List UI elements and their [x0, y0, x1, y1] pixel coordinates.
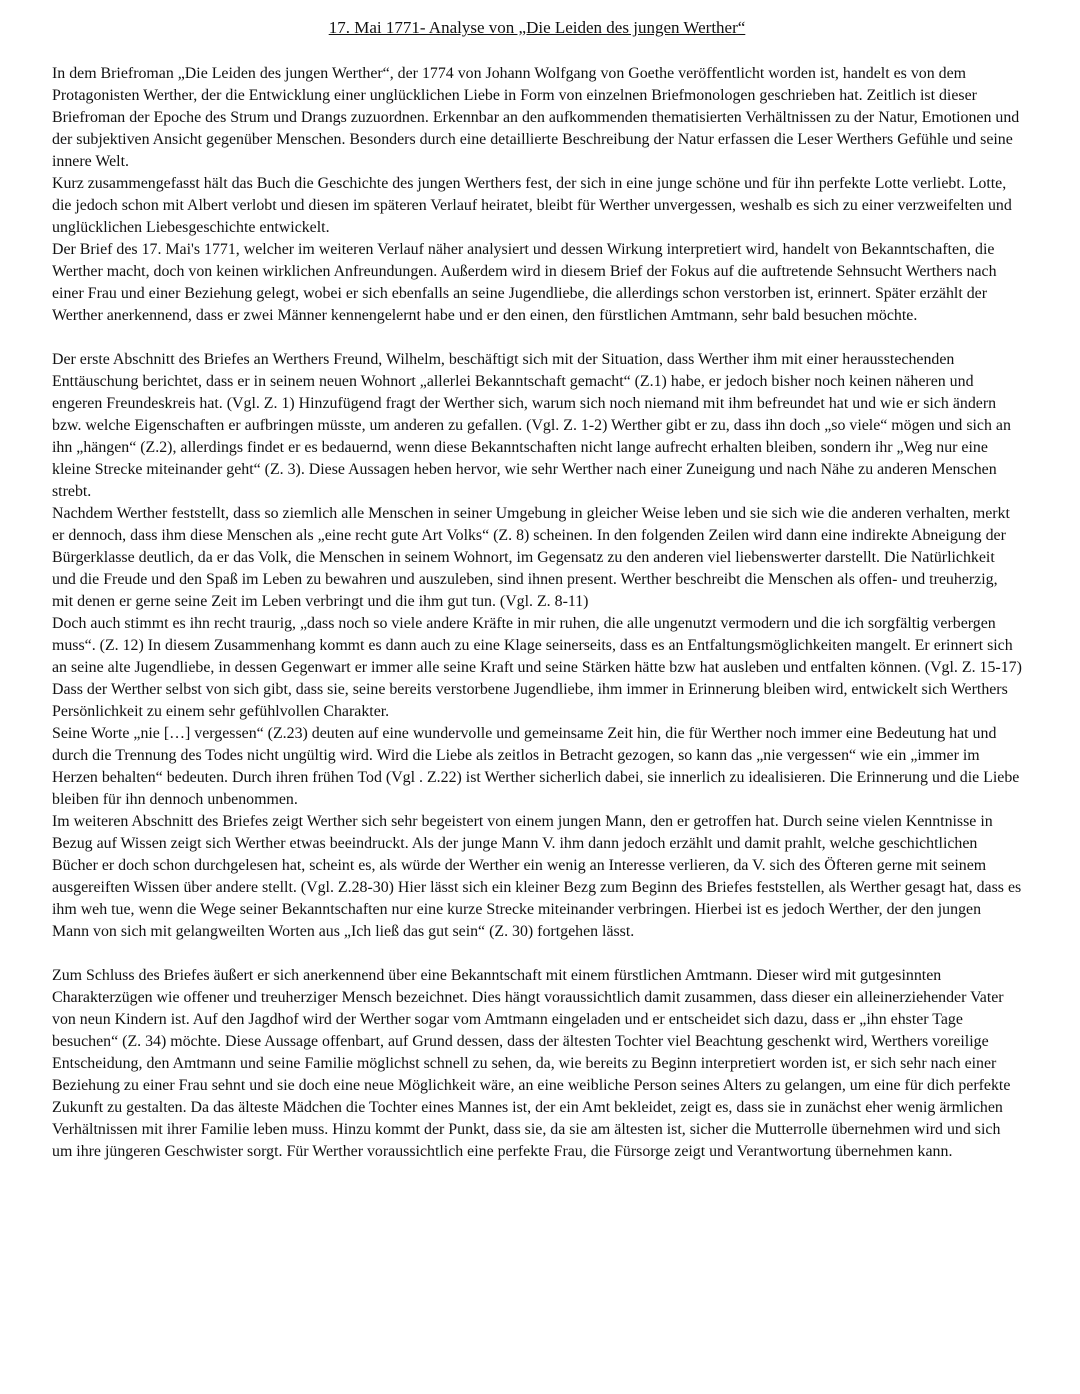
paragraph-people: Nachdem Werther feststellt, dass so ziemlich alle Menschen in seiner Umgebung in gleicher Weise leben und sie sich wie die anderen verhalten, merkt er dennoch, dass ihm diese Menschen als „eine recht gute Art Volks“ (Z. 8) scheinen. In den folgenden Zeilen wird dann eine indirekte Abneigung der Bürgerklasse deutlich, da er das Volk, die Menschen in seinem Wohnort, im Gegensatz zu den anderen viel liebenswerter darstellt. Die Natürlichkeit und die Freude und den Spaß im Leben zu bewahren und auszuleben, sind ihnen present. Werther beschreibt die Menschen als offen- und treuherzig, mit denen er gerne seine Zeit im Leben verbringt und die ihm gut tun. (Vgl. Z. 8-11) [52, 505, 1010, 610]
paragraph-youth-love: Doch auch stimmt es ihn recht traurig, „dass noch so viele andere Kräfte in mir ruhen, die alle ungenutzt vermodern und die ich sorgfältig verbergen muss“. (Z. 12) In diesem Zusammenhang kommt es dann auch zu eine Klage seinerseits, dass es an Entfaltungsmöglichkeiten mangelt. Er erinnert sich an seine alte Jugendliebe, in dessen Gegenwart er immer alle seine Kraft und seine Stärken hätte bzw hat ausleben und entfalten können. (Vgl. Z. 15-17) Dass der Werther selbst von sich gibt, dass sie, seine bereits verstorbene Jugendliebe, ihm immer in Erinnerung bleiben wird, entwickelt sich Werthers Persönlichkeit zu einem sehr gefühlvollen Charakter. [52, 615, 1022, 720]
paragraph-gap [52, 943, 1022, 965]
paragraph-conclusion: Zum Schluss des Briefes äußert er sich anerkennend über eine Bekanntschaft mit einem fürstlichen Amtmann. Dieser wird mit gutgesinnten Charakterzügen wie offener und treuherziger Mensch bezeichnet. Dies hängt voraussichtlich damit zusammen, dass dieser ein alleinerziehender Vater von neun Kindern ist. Auf den Jagdhof wird der Werther sogar vom Amtmann eingeladen und er entscheidet sich dazu, dass er „ihn ehster Tage besuchen“ (Z. 34) möchte. Diese Aussage offenbart, auf Grund dessen, dass der ältesten Tochter viel Beachtung geschenkt wird, Werthers voreilige Entscheidung, den Amtmann und seine Familie möglichst schnell zu sehen, da, wie bereits zu Beginn interpretiert worden ist, er sich sehr nach einer Beziehung zu einer Frau sehnt und sie doch eine neue Möglichkeit wäre, an eine weibliche Person seines Alters zu gelangen, um eine für dich perfekte Zukunft zu gestalten. Da das älteste Mädchen die Tochter eines Mannes ist, der ein Amt bekleidet, zeigt es, dass sie in zunächst eher wenig ärmlichen Verhältnissen mit ihrer Familie leben muss. Hinzu kommt der Punkt, dass sie, da sie am ältesten ist, sicher die Mutterrolle übernehmen wird und sich um ihre jüngeren Geschwister sorgt. Für Werther voraussichtlich eine perfekte Frau, die Fürsorge zeigt und Verantwortung übernehmen kann. [52, 967, 1011, 1160]
paragraph-gap [52, 327, 1022, 349]
paragraph-young-man: Im weiteren Abschnitt des Briefes zeigt Werther sich sehr begeistert von einem jungen Mann, den er getroffen hat. Durch seine vielen Kenntnisse in Bezug auf Wissen zeigt sich Werther etwas beeindruckt. Als der junge Mann V. ihm dann jedoch erzählt und damit prahlt, welche geschichtlichen Bücher er doch schon durchgelesen hat, scheint es, als würde der Werther ein wenig an Interesse verlieren, da V. sich des Öfteren gerne mit seinem ausgereiften Wissen über andere stellt. (Vgl. Z.28-30) Hier lässt sich ein kleiner Bezg zum Beginn des Briefes feststellen, als Werther gesagt hat, dass es ihm weh tue, wenn die Wege seiner Bekanntschaften nur eine kurze Strecke miteinander verbringen. Hierbei ist es jedoch Werther, der den jungen Mann von sich mit gelangweilten Worten aus „Ich ließ das gut sein“ (Z. 30) fortgehen lässt. [52, 813, 1022, 940]
paragraph-intro: In dem Briefroman „Die Leiden des jungen Werther“, der 1774 von Johann Wolfgang von Goethe veröffentlicht worden ist, handelt es von dem Protagonisten Werther, der die Entwicklung einer unglücklichen Liebe in Form von einzelnen Briefmonologen geschrieben hat. Zeitlich ist dieser Briefroman der Epoche des Strum und Drangs zuzuordnen. Erkennbar an den aufkommenden thematisierten Verhältnissen zu der Natur, Emotionen und der subjektiven Ansicht gegenüber Menschen. Besonders durch eine detaillierte Beschreibung der Natur erfassen die Leser Werthers Gefühle und seine innere Welt. [52, 65, 1020, 170]
paragraph-letter-overview: Der Brief des 17. Mai's 1771, welcher im weiteren Verlauf näher analysiert und dessen Wirkung interpretiert wird, handelt von Bekanntschaften, die Werther macht, doch von keinen wirklichen Anfreundungen. Außerdem wird in diesem Brief der Fokus auf die auftretende Sehnsucht Werthers nach einer Frau und einer Beziehung gelegt, wobei er sich ebenfalls an seine Jugendliebe, die allerdings schon verstorben ist, erinnert. Später erzählt der Werther anerkennend, dass er zwei Männer kennengelernt habe und er den einen, den fürstlichen Amtmann, sehr bald besuchen möchte. [52, 241, 997, 324]
paragraph-memory: Seine Worte „nie […] vergessen“ (Z.23) deuten auf eine wundervolle und gemeinsame Zeit hin, die für Werther noch immer eine Bedeutung hat und durch die Trennung des Todes nicht ungültig wird. Wird die Liebe als zeitlos in Betracht gezogen, so kann das „nie vergessen“ wie ein „immer im Herzen behalten“ bedeuten. Durch ihren frühen Tod (Vgl . Z.22) ist Werther sicherlich dabei, sie innerlich zu idealisieren. Die Erinnerung und die Liebe bleiben für ihn dennoch unbenommen. [52, 725, 1020, 808]
paragraph-first-section: Der erste Abschnitt des Briefes an Werthers Freund, Wilhelm, beschäftigt sich mit der Situation, dass Werther ihm mit einer herausstechenden Enttäuschung berichtet, dass er in seinem neuen Wohnort „allerlei Bekanntschaft gemacht“ (Z.1) habe, er jedoch bisher noch keinen näheren und engeren Freundeskreis hat. (Vgl. Z. 1) Hinzufügend fragt der Werther sich, warum sich noch niemand mit ihm befreundet hat und wie er sich ändern bzw. welche Eigenschaften er aufbringen müsste, um anderen zu gefallen. (Vgl. Z. 1-2) Werther gibt er zu, dass ihn doch „so viele“ mögen und sich an ihn „hängen“ (Z.2), allerdings findet er es bedauernd, wenn diese Bekanntschaften nicht lange aufrecht erhalten bleiben, sondern ihr „Weg nur eine kleine Strecke miteinander geht“ (Z. 3). Diese Aussagen heben hervor, wie sehr Werther nach einer Zuneigung und nach Nähe zu anderen Menschen strebt. [52, 351, 1011, 500]
document-title: 17. Mai 1771- Analyse von „Die Leiden des jungen Werther“ [328, 18, 746, 37]
paragraph-summary: Kurz zusammengefasst hält das Buch die Geschichte des jungen Werthers fest, der sich in eine junge schöne und für ihn perfekte Lotte verliebt. Lotte, die jedoch schon mit Albert verlobt und diesen im späteren Verlauf heiratet, bleibt für Werther unvergessen, weshalb es sich zu einer verzweifelten und unglücklichen Liebesgeschichte entwickelt. [52, 175, 1012, 236]
